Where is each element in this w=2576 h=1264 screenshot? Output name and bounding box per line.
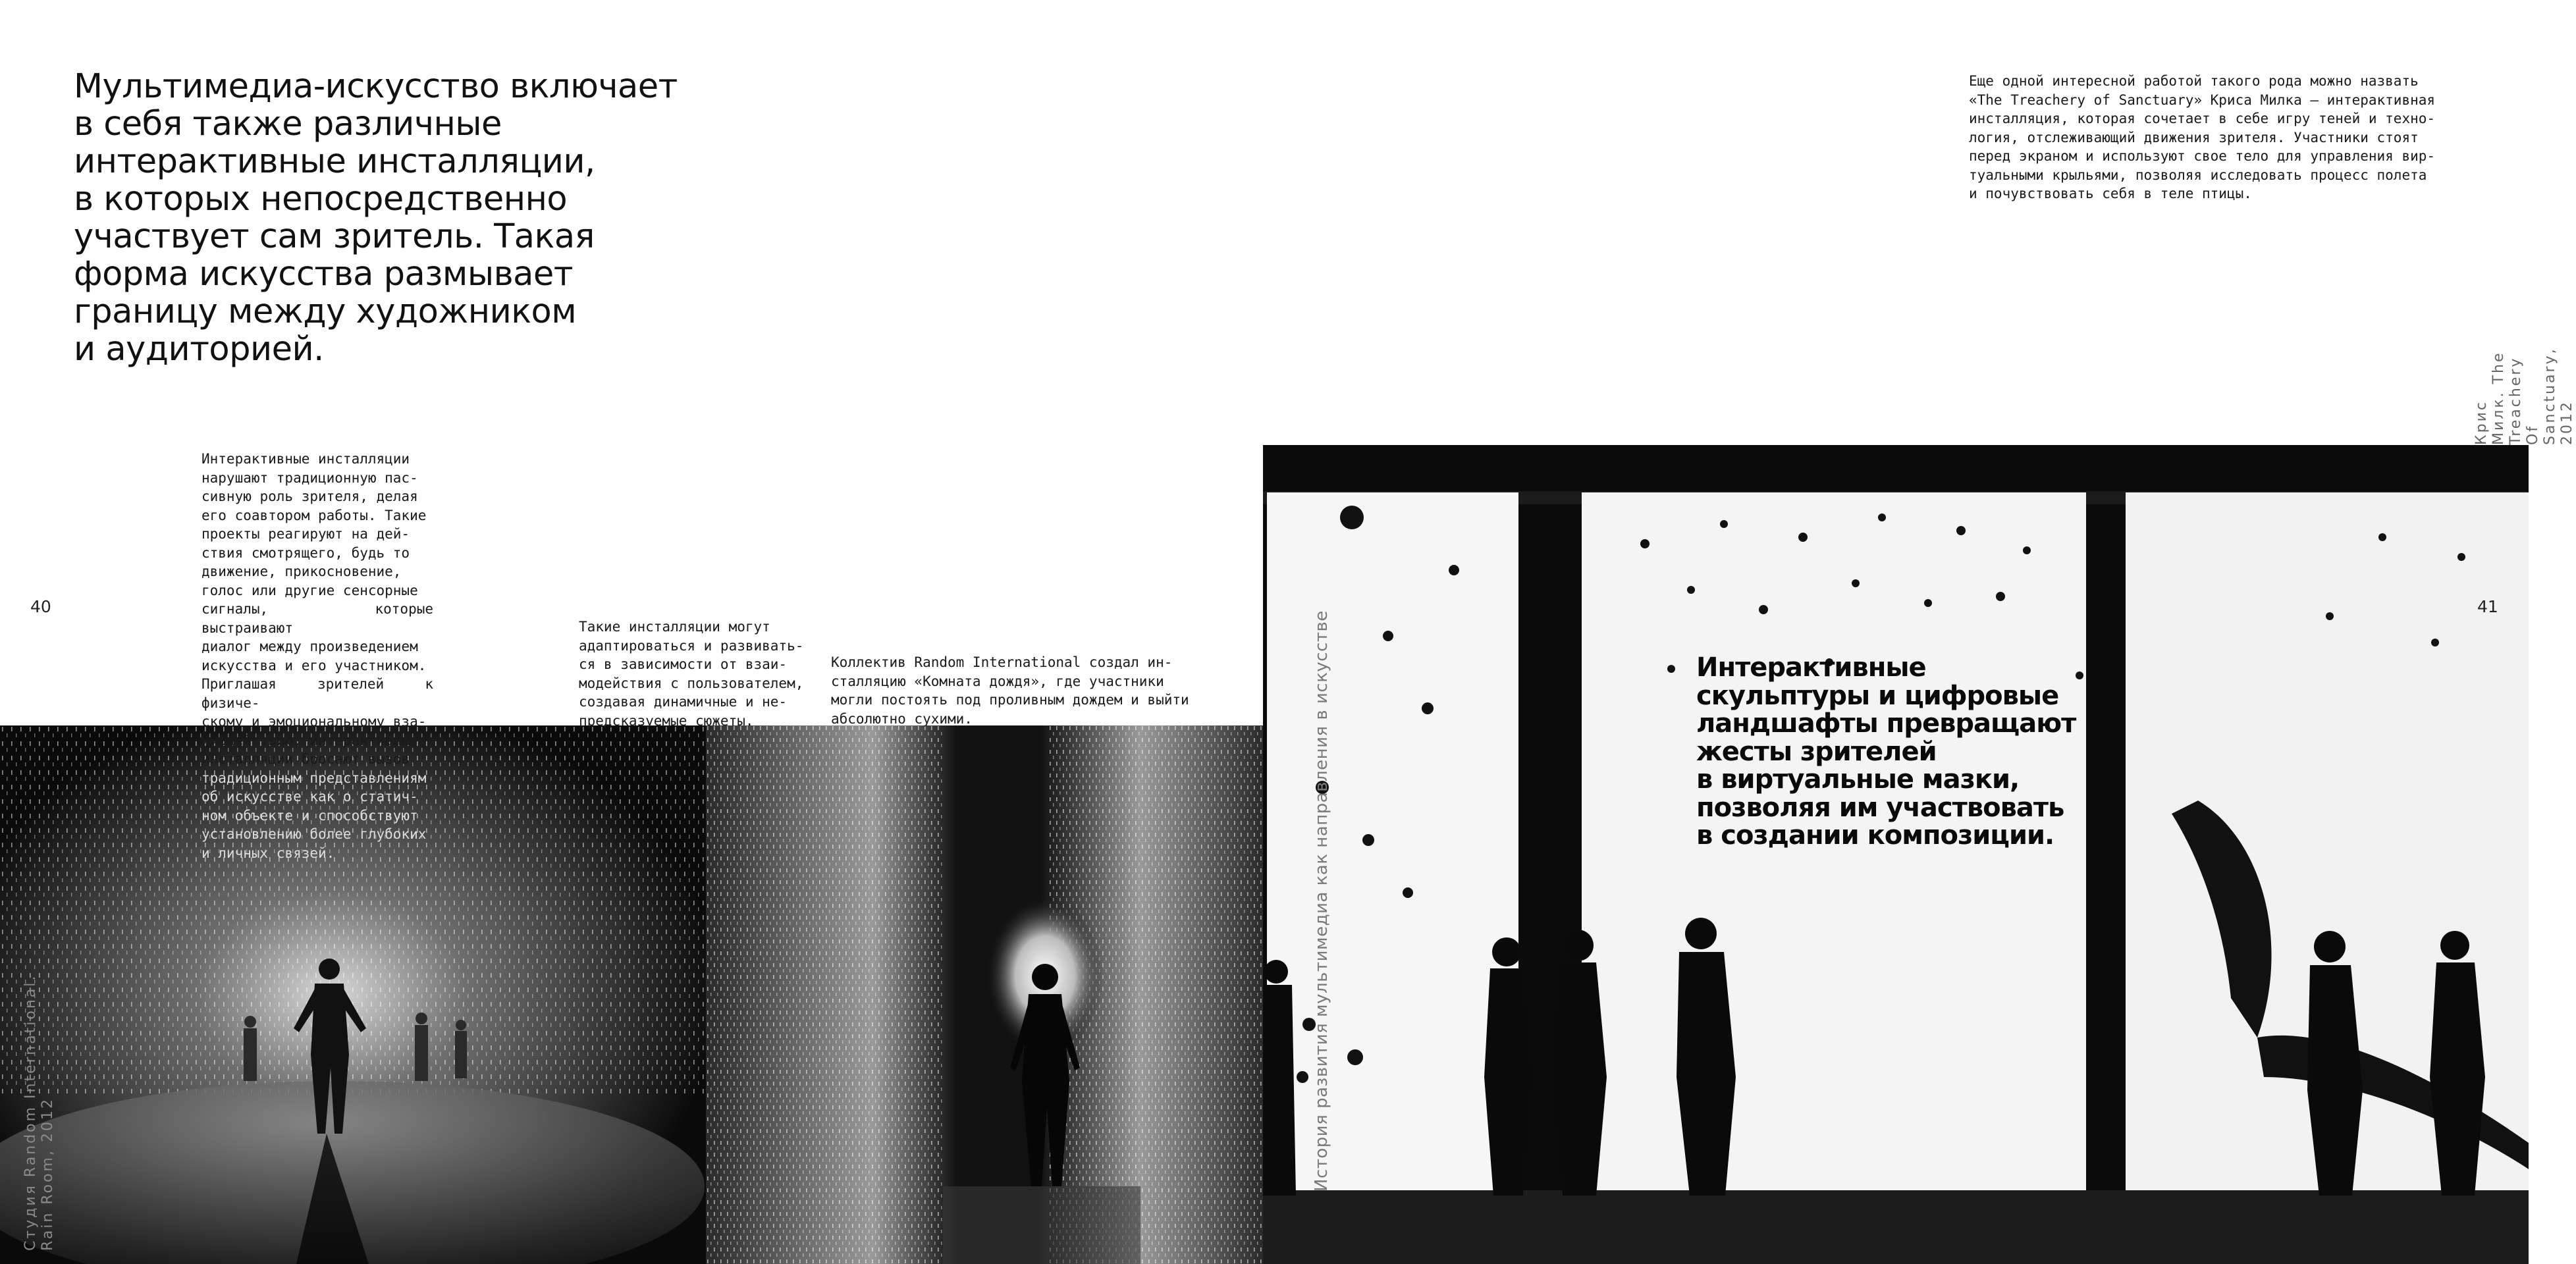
treachery-column-text: Еще одной интересной работой такого рода можно назвать «The Treachery of Sanctuary» Криса Милка — интерактивная инсталляция, которая сочетает в себе игру теней и техно- логия, отслеживающий движения зрителя. Участники стоят перед экраном и используют свое тело для управления вир- туальными крыльями, позволяя исследовать процесс полета и почувствовать себя в теле птицы. [1969, 73, 2436, 201]
middle-column-text: Такие инсталляции могут адаптироваться и развивать- ся в зависимости от взаи- модействия с пользователем, создавая динамичные и не- предсказуемые сюжеты. [579, 619, 804, 729]
page-number-left: 40 [30, 597, 51, 616]
rain-room-caption: Студия Random International. Rain Room, 2012 [22, 974, 56, 1251]
left-column-text [201, 450, 433, 862]
page-number-right: 41 [2477, 597, 2498, 616]
rain-room-corridor-photo [706, 725, 1263, 1264]
random-international-text: Коллектив Random International создал ин- сталляцию «Комната дождя», где участники могли постоять под проливным дождем и выйти абсолютно сухими. [831, 654, 1189, 727]
left-column-paragraph: Интерактивные инсталляции нарушают традиционную пас- сивную роль зрителя, делая его соавтором работы. Такие проекты реагируют на дей- ствия смотрящего, будь то движение, прикосновение, голос или другие сенсорные сигналы, которые выстраивают диалог между произведением искусства и его участником. Приглашая зрителей к физиче- скому и эмоциональному вза- имодействию, интерактивные инсталляции бросают вызов [201, 451, 433, 767]
left-column-continuation: традиционным представлениям об искусстве как о статич- ном объекте и способствуют установлению более глубоких и личных связей. [201, 770, 427, 861]
section-title-vertical: История развития мультимедиа как направления в искусстве [1312, 610, 1331, 1192]
treachery-caption: Крис Милк. The Treachery Of Sanctuary, 2012 [2473, 347, 2575, 445]
treachery-of-sanctuary-photo [1263, 445, 2529, 1264]
pull-quote: Интерактивные скульптуры и цифровые ландшафты превращают жесты зрителей в виртуальные мазки, позволяя им участвовать в создании композиции. [1696, 652, 2076, 851]
headline: Мультимедиа-искусство включает в себя также различные интерактивные инсталляции, в которых непосредственно участвует сам зритель. Такая форма искусства размывает границу между художником и аудиторией. [74, 67, 678, 369]
